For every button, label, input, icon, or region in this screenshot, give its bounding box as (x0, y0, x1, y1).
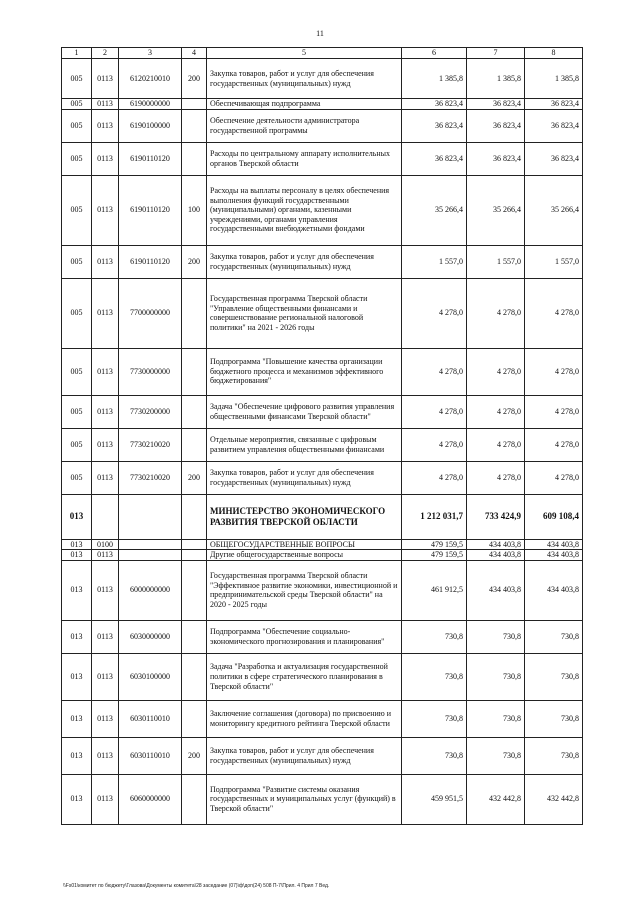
cell-amount-year2: 730,8 (467, 620, 525, 653)
cell-target-code: 6190110120 (119, 245, 182, 278)
cell-description: Задача "Обеспечение цифрового развития управления общественными финансами Тверской области" (207, 395, 402, 428)
cell-expense-type (182, 700, 207, 737)
cell-amount-year2: 730,8 (467, 737, 525, 774)
cell-target-code (119, 494, 182, 539)
cell-amount-year1: 35 266,4 (402, 175, 467, 245)
budget-table (61, 47, 583, 825)
cell-ministry-code: 005 (62, 142, 92, 175)
cell-amount-year2: 730,8 (467, 653, 525, 700)
cell-amount-year3: 1 557,0 (525, 245, 583, 278)
cell-target-code: 6190000000 (119, 99, 182, 110)
cell-amount-year1: 479 159,5 (402, 539, 467, 550)
cell-section-code: 0113 (92, 560, 119, 620)
cell-section-code: 0113 (92, 737, 119, 774)
cell-expense-type (182, 395, 207, 428)
cell-amount-year2: 4 278,0 (467, 395, 525, 428)
cell-amount-year1: 36 823,4 (402, 109, 467, 142)
table-row (62, 737, 583, 774)
cell-amount-year2: 434 403,8 (467, 560, 525, 620)
cell-description: Подпрограмма "Обеспечение социально-экономического прогнозирования и планирования" (207, 620, 402, 653)
cell-description: Государственная программа Тверской области "Эффективное развитие экономики, инвестиционной и предпринимательской среды Тверской области" на 2020 - 2025 годы (207, 560, 402, 620)
cell-ministry-code: 005 (62, 428, 92, 461)
cell-amount-year2: 36 823,4 (467, 109, 525, 142)
cell-section-code: 0113 (92, 348, 119, 395)
cell-description: Заключение соглашения (договора) по присвоению и мониторингу кредитного рейтинга Тверской области (207, 700, 402, 737)
cell-description: Закупка товаров, работ и услуг для обеспечения государственных (муниципальных) нужд (207, 737, 402, 774)
cell-target-code: 6190110120 (119, 175, 182, 245)
cell-amount-year1: 730,8 (402, 620, 467, 653)
table-row (62, 395, 583, 428)
cell-amount-year1: 1 557,0 (402, 245, 467, 278)
cell-section-code: 0113 (92, 461, 119, 494)
cell-description: Отдельные мероприятия, связанные с цифровым развитием управления общественными финансами (207, 428, 402, 461)
cell-ministry-code: 005 (62, 109, 92, 142)
cell-expense-type (182, 550, 207, 561)
cell-ministry-code: 005 (62, 59, 92, 99)
cell-description: Другие общегосударственные вопросы (207, 550, 402, 561)
table-row (62, 109, 583, 142)
header-cell: 3 (119, 48, 182, 59)
cell-amount-year3: 730,8 (525, 620, 583, 653)
cell-section-code: 0113 (92, 395, 119, 428)
cell-description: Обеспечение деятельности администратора государственной программы (207, 109, 402, 142)
cell-ministry-code: 005 (62, 278, 92, 348)
cell-ministry-code: 013 (62, 494, 92, 539)
cell-expense-type (182, 774, 207, 824)
cell-amount-year2: 35 266,4 (467, 175, 525, 245)
cell-target-code: 6030110010 (119, 700, 182, 737)
cell-expense-type (182, 494, 207, 539)
cell-description: Закупка товаров, работ и услуг для обеспечения государственных (муниципальных) нужд (207, 59, 402, 99)
cell-expense-type (182, 428, 207, 461)
table-row (62, 774, 583, 824)
cell-amount-year3: 434 403,8 (525, 560, 583, 620)
cell-amount-year1: 4 278,0 (402, 348, 467, 395)
cell-section-code: 0113 (92, 59, 119, 99)
cell-amount-year3: 730,8 (525, 737, 583, 774)
cell-description: Закупка товаров, работ и услуг для обеспечения государственных (муниципальных) нужд (207, 461, 402, 494)
cell-target-code: 6030110010 (119, 737, 182, 774)
cell-amount-year1: 36 823,4 (402, 142, 467, 175)
cell-section-code: 0113 (92, 550, 119, 561)
cell-amount-year3: 36 823,4 (525, 99, 583, 110)
cell-ministry-code: 013 (62, 700, 92, 737)
cell-description: Закупка товаров, работ и услуг для обеспечения государственных (муниципальных) нужд (207, 245, 402, 278)
cell-amount-year1: 730,8 (402, 653, 467, 700)
cell-amount-year1: 461 912,5 (402, 560, 467, 620)
cell-amount-year3: 1 385,8 (525, 59, 583, 99)
cell-target-code: 6030000000 (119, 620, 182, 653)
cell-target-code: 6190100000 (119, 109, 182, 142)
cell-description: Расходы на выплаты персоналу в целях обеспечения выполнения функций государственными (муниципальными) органами, казенными учреждениями, органами управления государственными внебюджетными фондами (207, 175, 402, 245)
cell-amount-year3: 35 266,4 (525, 175, 583, 245)
cell-target-code: 6120210010 (119, 59, 182, 99)
cell-amount-year2: 434 403,8 (467, 539, 525, 550)
cell-amount-year2: 434 403,8 (467, 550, 525, 561)
table-row (62, 700, 583, 737)
table-row (62, 142, 583, 175)
cell-amount-year1: 479 159,5 (402, 550, 467, 561)
cell-amount-year2: 36 823,4 (467, 142, 525, 175)
cell-expense-type (182, 109, 207, 142)
cell-amount-year1: 4 278,0 (402, 278, 467, 348)
cell-amount-year3: 434 403,8 (525, 539, 583, 550)
cell-amount-year3: 4 278,0 (525, 395, 583, 428)
cell-amount-year2: 1 557,0 (467, 245, 525, 278)
cell-amount-year3: 36 823,4 (525, 142, 583, 175)
cell-amount-year2: 730,8 (467, 700, 525, 737)
cell-description: МИНИСТЕРСТВО ЭКОНОМИЧЕСКОГО РАЗВИТИЯ ТВЕРСКОЙ ОБЛАСТИ (207, 494, 402, 539)
header-cell: 2 (92, 48, 119, 59)
cell-target-code: 6190110120 (119, 142, 182, 175)
cell-amount-year1: 4 278,0 (402, 428, 467, 461)
cell-expense-type: 200 (182, 737, 207, 774)
cell-ministry-code: 005 (62, 245, 92, 278)
cell-amount-year3: 432 442,8 (525, 774, 583, 824)
cell-amount-year2: 432 442,8 (467, 774, 525, 824)
cell-amount-year3: 730,8 (525, 653, 583, 700)
cell-expense-type: 200 (182, 59, 207, 99)
cell-description: Государственная программа Тверской области "Управление общественными финансами и совершенствование региональной налоговой политики" на 2021 - 2026 годы (207, 278, 402, 348)
cell-ministry-code: 005 (62, 99, 92, 110)
cell-amount-year1: 4 278,0 (402, 395, 467, 428)
cell-ministry-code: 005 (62, 395, 92, 428)
cell-section-code: 0113 (92, 142, 119, 175)
cell-description: Обеспечивающая подпрограмма (207, 99, 402, 110)
cell-amount-year2: 1 385,8 (467, 59, 525, 99)
cell-ministry-code: 013 (62, 560, 92, 620)
cell-amount-year2: 4 278,0 (467, 278, 525, 348)
header-row (62, 48, 583, 59)
cell-ministry-code: 013 (62, 620, 92, 653)
cell-amount-year2: 733 424,9 (467, 494, 525, 539)
table-row (62, 99, 583, 110)
header-cell: 4 (182, 48, 207, 59)
cell-section-code: 0113 (92, 774, 119, 824)
cell-section-code (92, 494, 119, 539)
cell-section-code: 0113 (92, 653, 119, 700)
cell-amount-year3: 4 278,0 (525, 428, 583, 461)
table-row (62, 653, 583, 700)
cell-target-code: 7730200000 (119, 395, 182, 428)
cell-amount-year3: 730,8 (525, 700, 583, 737)
cell-amount-year1: 730,8 (402, 737, 467, 774)
cell-section-code: 0113 (92, 245, 119, 278)
table-row (62, 461, 583, 494)
cell-expense-type (182, 348, 207, 395)
header-cell: 5 (207, 48, 402, 59)
cell-ministry-code: 005 (62, 348, 92, 395)
cell-section-code: 0113 (92, 99, 119, 110)
cell-amount-year1: 1 212 031,7 (402, 494, 467, 539)
cell-ministry-code: 005 (62, 461, 92, 494)
cell-section-code: 0113 (92, 428, 119, 461)
cell-section-code: 0113 (92, 175, 119, 245)
cell-expense-type (182, 620, 207, 653)
cell-description: Подпрограмма "Повышение качества организации бюджетного процесса и механизмов эффективного бюджетирования" (207, 348, 402, 395)
table-row (62, 245, 583, 278)
table-row (62, 59, 583, 99)
cell-amount-year2: 36 823,4 (467, 99, 525, 110)
cell-target-code: 6030100000 (119, 653, 182, 700)
cell-amount-year1: 36 823,4 (402, 99, 467, 110)
cell-amount-year3: 4 278,0 (525, 278, 583, 348)
cell-section-code: 0113 (92, 700, 119, 737)
table-row (62, 620, 583, 653)
cell-expense-type (182, 278, 207, 348)
cell-target-code (119, 550, 182, 561)
cell-description: Задача "Разработка и актуализация государственной политики в сфере стратегического планирования в Тверской области" (207, 653, 402, 700)
header-cell: 7 (467, 48, 525, 59)
cell-target-code: 7730210020 (119, 461, 182, 494)
cell-target-code: 7730210020 (119, 428, 182, 461)
table-row (62, 428, 583, 461)
table-row (62, 539, 583, 550)
cell-section-code: 0100 (92, 539, 119, 550)
cell-target-code: 7730000000 (119, 348, 182, 395)
cell-expense-type: 100 (182, 175, 207, 245)
cell-description: Подпрограмма "Развитие системы оказания государственных и муниципальных услуг (функций) в Тверской области" (207, 774, 402, 824)
cell-ministry-code: 013 (62, 737, 92, 774)
table-row (62, 550, 583, 561)
page-number: 11 (316, 29, 324, 38)
cell-expense-type (182, 560, 207, 620)
cell-expense-type: 200 (182, 245, 207, 278)
cell-amount-year3: 434 403,8 (525, 550, 583, 561)
cell-ministry-code: 005 (62, 175, 92, 245)
header-cell: 6 (402, 48, 467, 59)
cell-section-code: 0113 (92, 109, 119, 142)
table-row (62, 560, 583, 620)
cell-expense-type: 200 (182, 461, 207, 494)
cell-amount-year1: 4 278,0 (402, 461, 467, 494)
cell-ministry-code: 013 (62, 774, 92, 824)
cell-amount-year3: 36 823,4 (525, 109, 583, 142)
cell-amount-year3: 4 278,0 (525, 348, 583, 395)
cell-amount-year2: 4 278,0 (467, 428, 525, 461)
cell-section-code: 0113 (92, 620, 119, 653)
cell-target-code: 7700000000 (119, 278, 182, 348)
cell-target-code: 6000000000 (119, 560, 182, 620)
cell-target-code: 6060000000 (119, 774, 182, 824)
table-row (62, 175, 583, 245)
table-row (62, 278, 583, 348)
cell-amount-year2: 4 278,0 (467, 348, 525, 395)
cell-amount-year3: 4 278,0 (525, 461, 583, 494)
header-cell: 8 (525, 48, 583, 59)
footer-file-path: \\Fs01\комитет по бюджету\Глазова\Документы комитета\28 заседание (07)\ф\доп(24) 508 П-7\Прил. 4 Прил 7 Вед. (63, 883, 330, 889)
table-row (62, 348, 583, 395)
cell-amount-year3: 609 108,4 (525, 494, 583, 539)
cell-description: ОБЩЕГОСУДАРСТВЕННЫЕ ВОПРОСЫ (207, 539, 402, 550)
cell-section-code: 0113 (92, 278, 119, 348)
cell-expense-type (182, 653, 207, 700)
cell-expense-type (182, 99, 207, 110)
cell-target-code (119, 539, 182, 550)
cell-ministry-code: 013 (62, 653, 92, 700)
cell-ministry-code: 013 (62, 550, 92, 561)
cell-expense-type (182, 539, 207, 550)
cell-description: Расходы по центральному аппарату исполнительных органов Тверской области (207, 142, 402, 175)
cell-expense-type (182, 142, 207, 175)
cell-amount-year2: 4 278,0 (467, 461, 525, 494)
cell-amount-year1: 1 385,8 (402, 59, 467, 99)
cell-amount-year1: 459 951,5 (402, 774, 467, 824)
header-cell: 1 (62, 48, 92, 59)
cell-amount-year1: 730,8 (402, 700, 467, 737)
table-row (62, 494, 583, 539)
cell-ministry-code: 013 (62, 539, 92, 550)
